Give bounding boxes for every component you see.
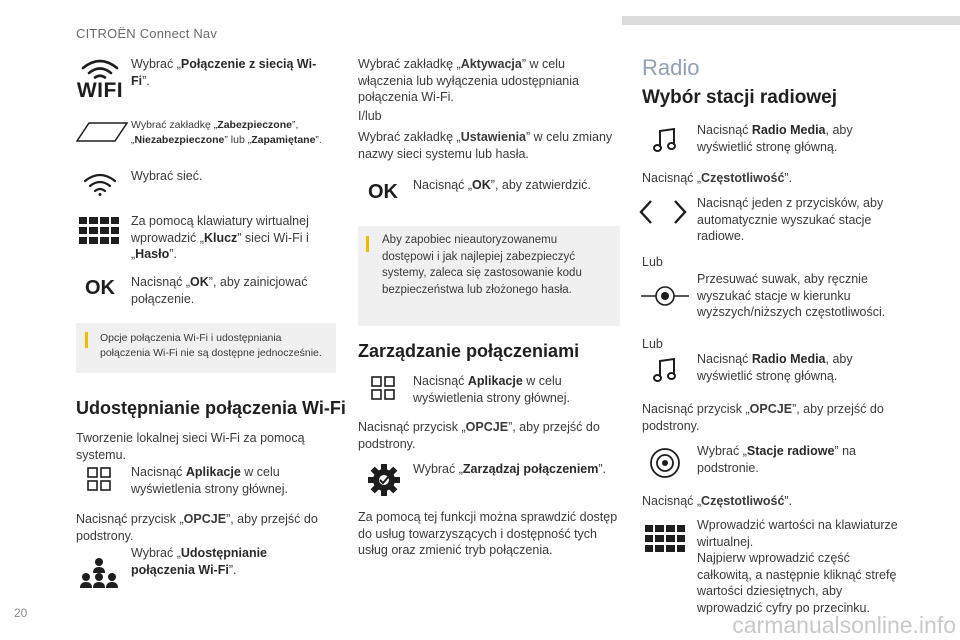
radio-station-icon — [648, 446, 682, 480]
wifi-icon — [76, 58, 124, 104]
step-open-apps: Nacisnąć Aplikacje w celu wyświetlenia strony głównej. — [413, 374, 571, 405]
frequency-instruction: Nacisnąć „Częstotliwość”. — [642, 171, 793, 185]
step-enter-key: Za pomocą klawiatury wirtualnej wprowadzić „Klucz” sieci Wi-Fi i „Hasło”. — [131, 214, 309, 261]
info-note-marker — [366, 236, 369, 252]
wifi-signal-icon — [80, 170, 120, 198]
step-auto-search: Nacisnąć jeden z przycisków, aby automatycznie wyszukać stacje radiowe. — [697, 196, 884, 243]
apps-icon — [86, 466, 112, 492]
section-heading-station-selection: Wybór stacji radiowej — [642, 87, 837, 108]
keyboard-icon — [78, 216, 120, 246]
info-note-text: Opcje połączenia Wi-Fi i udostępniania połączenia Wi-Fi nie są dostępne jednocześnie. — [100, 332, 322, 359]
step-ok-connect: Nacisnąć „OK”, aby zainicjować połączenie. — [131, 275, 308, 306]
step-radio-media: Nacisnąć Radio Media, aby wyświetlić stronę główną. — [697, 123, 853, 154]
apps-icon — [370, 375, 396, 401]
step-radio-media: Nacisnąć Radio Media, aby wyświetlić stronę główną. — [697, 352, 853, 383]
chevron-left-right-icon — [638, 198, 688, 226]
chapter-title-radio: Radio — [642, 55, 700, 80]
frequency-instruction: Nacisnąć „Częstotliwość”. — [642, 494, 793, 508]
or-text: Lub — [642, 255, 663, 269]
ok-button-icon: OK — [368, 180, 398, 203]
step-security-tab: Wybrać zakładkę „Zabezpieczone”, „Niezabezpieczone” lub „Zapamiętane”. — [131, 119, 322, 146]
header-bar — [622, 16, 960, 25]
gear-icon — [366, 462, 402, 498]
options-instruction: Nacisnąć przycisk „OPCJE”, aby przejść do podstrony. — [76, 512, 318, 543]
step-open-apps: Nacisnąć Aplikacje w celu wyświetlenia strony głównej. — [131, 465, 289, 496]
ok-button-icon: OK — [85, 276, 115, 299]
page-number: 20 — [14, 606, 28, 620]
step-ok-confirm: Nacisnąć „OK”, aby zatwierdzić. — [413, 178, 591, 192]
or-text: Lub — [642, 337, 663, 351]
section-heading-connection-management: Zarządzanie połączeniami — [358, 341, 580, 361]
info-note-text: Aby zapobiec nieautoryzowanemu dostępowi i jak najlepiej zabezpieczyć systemy, zaleca się zastosowanie kodu bezpieczeństwa lub złożonego hasła. — [382, 234, 582, 296]
step-select-sharing: Wybrać „Udostępnianie połączenia Wi-Fi”. — [131, 546, 268, 577]
music-note-icon — [650, 126, 680, 154]
step-manage-connection: Wybrać „Zarządzaj połączeniem”. — [413, 462, 606, 476]
options-instruction: Nacisnąć przycisk „OPCJE”, aby przejść do podstrony. — [358, 420, 600, 451]
music-note-icon — [650, 356, 680, 384]
step-wifi-connection: Wybrać „Połączenie z siecią Wi-Fi”. — [131, 57, 317, 88]
step-select-network: Wybrać sieć. — [131, 169, 203, 183]
watermark: carmanualsonline.info — [732, 612, 956, 638]
step-enter-frequency: Wprowadzić wartości na klawiaturze wirtualnej. Najpierw wprowadzić część całkowitą, a następnie kliknąć strefę wartości dziesiętnych, aby wprowadzić cyfry po przecinku. — [697, 518, 898, 615]
keyboard-icon — [644, 524, 686, 554]
info-note-wifi — [76, 323, 336, 373]
connection-sharing-icon — [78, 556, 120, 592]
step-radio-stations: Wybrać „Stacje radiowe” na podstronie. — [697, 444, 856, 475]
step-manual-search: Przesuwać suwak, aby ręcznie wyszukać stacje w kierunku wyższych/niższych częstotliwości. — [697, 272, 886, 319]
wifi-label: WIFI — [76, 79, 124, 102]
slider-icon — [640, 281, 690, 311]
and-or-text: I/lub — [358, 109, 382, 123]
info-note-security — [358, 226, 620, 326]
wifi-sharing-intro: Tworzenie lokalnej sieci Wi-Fi za pomocą systemu. — [76, 431, 305, 462]
settings-instruction: Wybrać zakładkę „Ustawienia” w celu zmiany nazwy sieci systemu lub hasła. — [358, 130, 613, 161]
manual-header-title: CITROËN Connect Nav — [76, 26, 218, 41]
connection-description: Za pomocą tej funkcji można sprawdzić dostęp do usług towarzyszących i dostępność tych usług oraz zmienić tryb połączenia. — [358, 510, 618, 557]
info-note-marker — [85, 332, 88, 348]
options-instruction: Nacisnąć przycisk „OPCJE”, aby przejść do podstrony. — [642, 402, 884, 433]
password-field-icon — [74, 120, 130, 144]
activation-instruction: Wybrać zakładkę „Aktywacja” w celu włączenia lub wyłączenia udostępniania połączenia Wi-Fi. — [358, 57, 579, 104]
section-heading-wifi-sharing: Udostępnianie połączenia Wi-Fi — [76, 398, 346, 418]
